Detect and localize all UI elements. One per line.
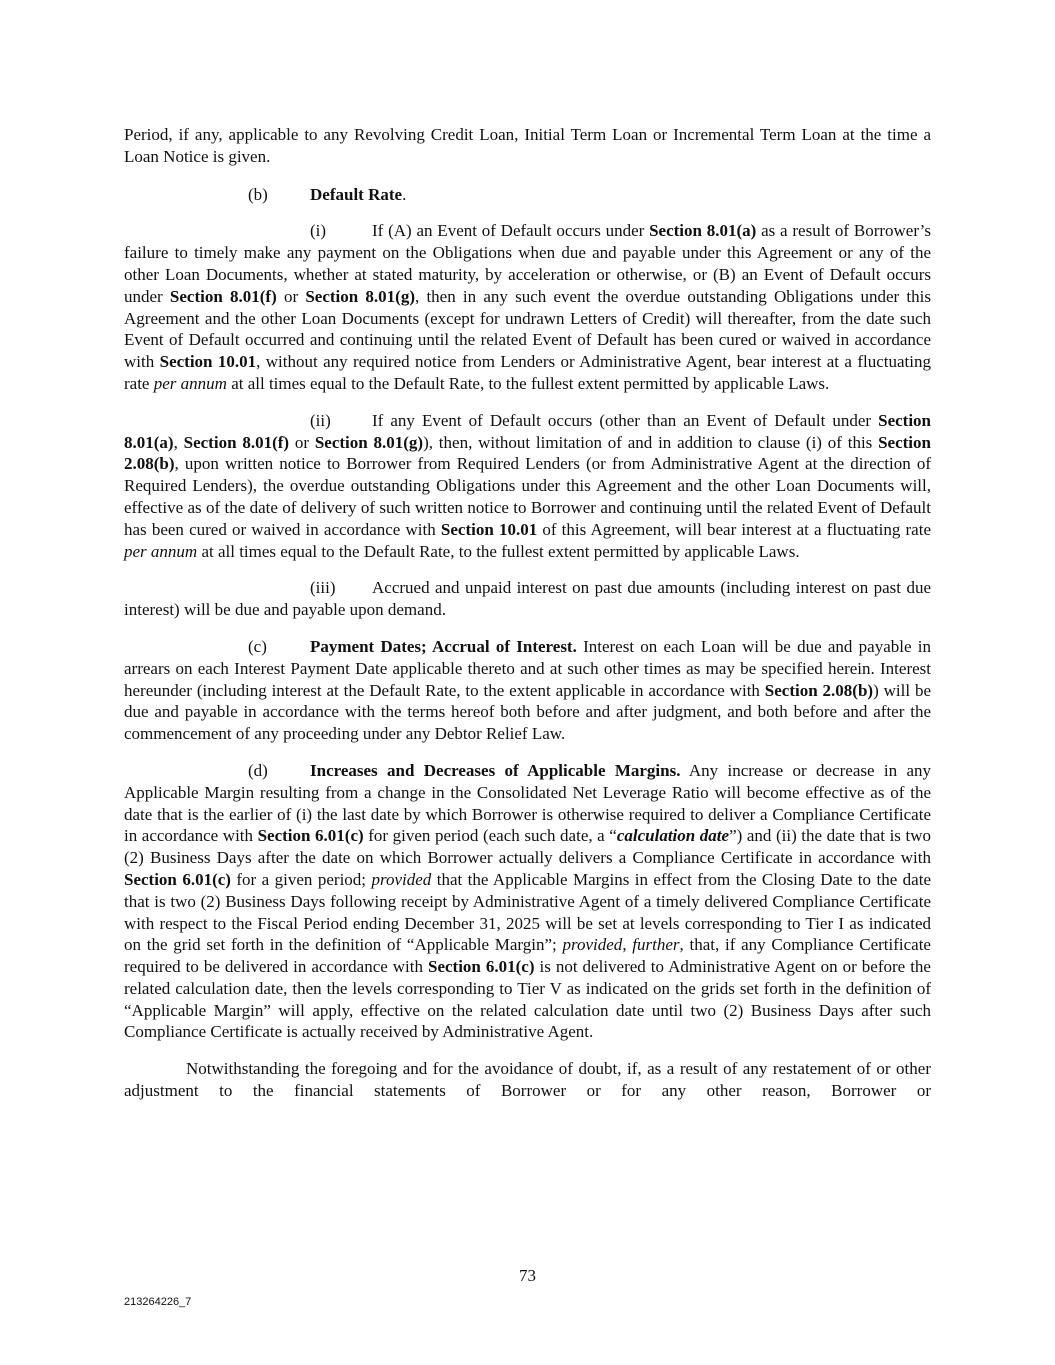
section-c-title: Payment Dates; Accrual of Interest.	[310, 636, 577, 656]
text-span: ,	[173, 432, 184, 452]
section-reference: Section 8.01(g)	[314, 432, 424, 452]
section-c-paragraph	[124, 636, 931, 745]
page-number: 73	[519, 1266, 536, 1285]
text-span: Any increase or decrease in any Applicable Margin resulting from a change in the Consolidated Net Leverage Ratio will become effective as of the date that is the earlier of (i) the last date by which Borrower is otherwise required to deliver a Compliance Certificate in accordance with	[124, 760, 931, 846]
text-span: is not delivered to Administrative Agent on or before the related calculation date, then the levels corresponding to Tier V as indicated on the grids set forth in the definition of “Applicable Margin” will apply, effective on the related calculation date until two (2) Business Days after such Compliance Certificate is actually received by Administrative Agent.	[124, 957, 931, 1042]
text-span: or	[289, 432, 315, 452]
text-span: Accrued and unpaid interest on past due amounts (including interest on past due interest) will be due and payable upon demand.	[124, 578, 931, 620]
emphasis: per annum	[124, 541, 198, 561]
section-b-number: (b)	[248, 184, 268, 204]
emphasis: provided	[562, 935, 623, 955]
section-reference: Section 8.01(f)	[183, 432, 290, 452]
text-span: , then in any such event the overdue outstanding Obligations under this Agreement and the other Loan Documents (except for undrawn Letters of Credit) will thereafter, from the date such Event of Default occurred and continuing until the related Event of Default has been cured or waived in accordance with	[124, 286, 931, 372]
text-span: at all times equal to the Default Rate, to the fullest extent permitted by applicable Laws.	[197, 541, 800, 561]
text-span: ”) and (ii) the date that is two (2) Business Days after the date on which Borrower actually delivers a Compliance Certificate in accordance with	[124, 826, 931, 868]
text-span: , upon written notice to Borrower from Required Lenders (or from Administrative Agent at the direction of Required Lenders), the overdue outstanding Obligations under this Agreement and the other Loan Documents will, effective as of the date of delivery of such written notice to Borrower and continuing until the related Event of Default has been cured or waived in accordance with	[124, 454, 931, 539]
section-reference: Section 8.01(g)	[305, 286, 415, 306]
section-reference: Section 8.01(a)	[124, 410, 931, 452]
text-span: Interest on each Loan will be due and payable in arrears on each Interest Payment Date applicable thereto and at such other times as may be specified herein. Interest hereunder (including interest at the Default Rate, to the extent applicable in accordance with	[124, 636, 931, 700]
paragraph-b-iii-number: (iii)	[310, 578, 336, 598]
text-span: ), then, without limitation of and in addition to clause (i) of this	[423, 432, 879, 452]
carry-over-paragraph: Period, if any, applicable to any Revolving Credit Loan, Initial Term Loan or Incremental Term Loan at the time a Loan Notice is given.	[124, 125, 931, 166]
section-b-title-period: .	[402, 184, 407, 204]
text-span: If (A) an Event of Default occurs under	[372, 221, 650, 241]
section-reference: Section 8.01(f)	[169, 286, 277, 306]
text-span: ) will be due and payable in accordance with the terms hereof both before and after judgment, and both before and after the commencement of any proceeding under any Debtor Relief Law.	[124, 680, 931, 744]
paragraph-b-i-number: (i)	[310, 221, 327, 241]
emphasis: further	[632, 935, 680, 955]
section-d-number: (d)	[248, 760, 268, 780]
section-c-number: (c)	[248, 636, 267, 656]
defined-term: calculation date	[616, 826, 730, 846]
text-span: as a result of Borrower’s failure to timely make any payment on the Obligations when due and payable under this Agreement or any of the other Loan Documents, whether at stated maturity, by acceleration or otherwise, or (B) an Event of Default occurs under	[124, 221, 931, 306]
paragraph-b-ii-number: (ii)	[310, 410, 331, 430]
section-b-heading	[248, 184, 931, 206]
section-d-paragraph	[124, 760, 931, 1043]
paragraph-b-ii	[124, 410, 931, 563]
notwithstanding-paragraph: Notwithstanding the foregoing and for the avoidance of doubt, if, as a result of any restatement of or other adjustment to the financial statements of Borrower or for any other reason, Borrower or	[124, 1059, 931, 1101]
section-reference: Section 6.01(c)	[257, 826, 364, 846]
section-reference: Section 6.01(c)	[428, 957, 535, 977]
document-id: 213264226_7	[124, 1296, 192, 1308]
text-span: that the Applicable Margins in effect from the Closing Date to the date that is two (2) Business Days following receipt by Administrative Agent of a timely delivered Compliance Certificate with respect to the Fiscal Period ending December 31, 2025 will be set at levels corresponding to Tier I as indicated on the grid set forth in the definition of “Applicable Margin”;	[124, 869, 932, 955]
section-reference: Section 2.08(b)	[764, 680, 874, 700]
text-span: , without any required notice from Lenders or Administrative Agent, bear interest at a fluctuating rate	[124, 352, 931, 393]
text-span: at all times equal to the Default Rate, to the fullest extent permitted by applicable Laws.	[226, 373, 830, 393]
emphasis: per annum	[153, 373, 227, 393]
text-span: for given period (each such date, a “	[363, 826, 617, 846]
section-reference: Section 2.08(b)	[124, 432, 931, 474]
document-page	[124, 124, 931, 1102]
text-span: of this Agreement, will bear interest at a fluctuating rate	[537, 519, 931, 539]
text-span: ,	[622, 935, 633, 955]
text-span: , that, if any Compliance Certificate required to be delivered in accordance with	[124, 935, 931, 977]
text-span: for a given period;	[230, 869, 372, 889]
paragraph-b-i	[124, 220, 931, 394]
paragraph-b-iii	[124, 577, 931, 621]
emphasis: provided	[371, 869, 432, 889]
section-d-title: Increases and Decreases of Applicable Margins.	[310, 760, 681, 780]
text-span: or	[276, 286, 306, 306]
section-reference: Section 10.01	[159, 352, 257, 372]
section-reference: Section 6.01(c)	[124, 869, 231, 889]
section-b-title: Default Rate	[310, 184, 403, 204]
section-reference: Section 10.01	[440, 519, 538, 539]
section-reference: Section 8.01(a)	[649, 221, 757, 241]
text-span: If any Event of Default occurs (other than an Event of Default under	[372, 410, 879, 430]
